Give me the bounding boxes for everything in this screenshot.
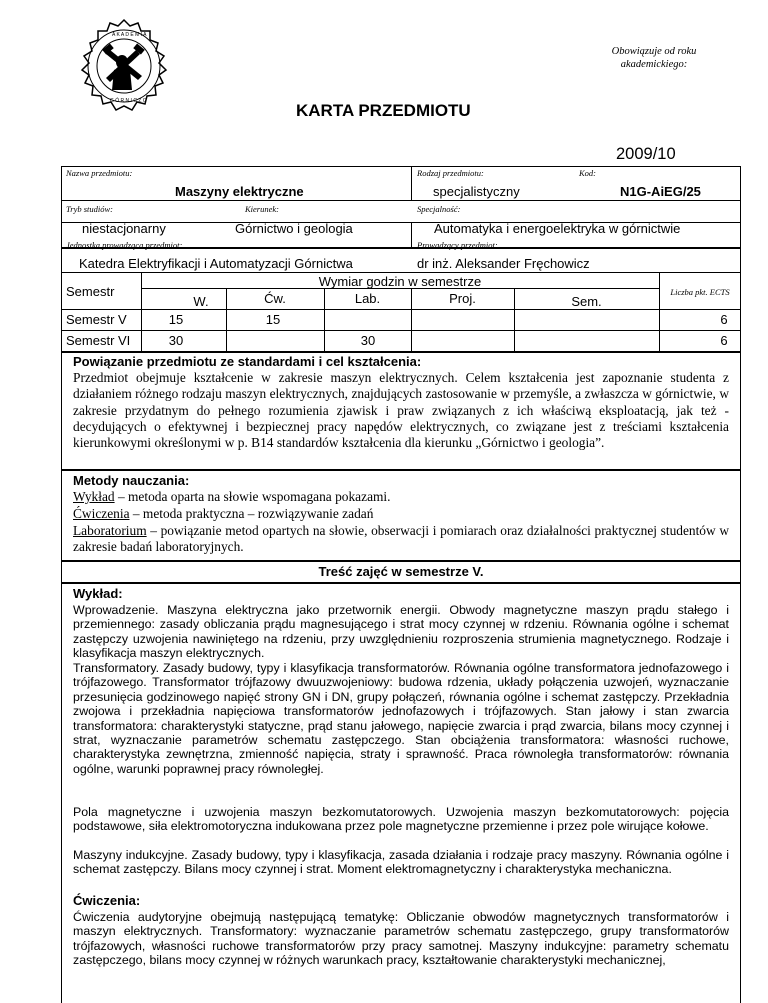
col-cw: Ćw. xyxy=(264,291,286,306)
lecture-paragraph-4: Maszyny indukcyjne. Zasady budowy, typy i klasyfikacja, zasada działania i rodzaje pracy maszyny. Równania ogólne i schemat zastępczy. Bilans mocy czynnej i strat. Moment elektromagnetyczny i charakterystyka mechaniczna. xyxy=(73,848,729,877)
svg-text:A K A D E M I A: A K A D E M I A xyxy=(112,32,147,38)
lecture-paragraph-3: Pola magnetyczne i uzwojenia maszyn bezkomutatorowych. Uzwojenia maszyn bezkomutatorowych: pojęcia podstawowe, siła elektromotoryczna indukowana przez pole magnetyczne przemienne i przez pole wirujące kołowe. xyxy=(73,805,729,834)
hours-header: Wymiar godzin w semestrze xyxy=(318,274,482,289)
specialization: Automatyka i energoelektryka w górnictwie xyxy=(434,221,681,236)
row-semester-vi: Semestr VI xyxy=(66,333,131,348)
ects-header: Liczba pkt. ECTS xyxy=(670,287,730,297)
col-lab: Lab. xyxy=(354,291,381,306)
row-v-w: 15 xyxy=(168,312,184,327)
semester-header: Semestr xyxy=(66,284,115,299)
prowadzacy-label: Prowadzący przedmiot: xyxy=(417,240,498,250)
row-v-ects: 6 xyxy=(720,312,728,327)
col-proj: Proj. xyxy=(449,291,476,306)
lecture-paragraph-1: Wprowadzenie. Maszyna elektryczna jako przetwornik energii. Obwody magnetyczne maszyn prądu stałego i przemiennego: zasady obliczania prądu magnesującego i strat mocy czynnej w rdzeniu. Równania ogólne i schemat zastępczy uzwojenia nawiniętego na rdzeniu, przy uwzględnieniu rozproszenia strumienia magnetycznego. Rodzaje i klasyfikacja maszyn elektrycznych. xyxy=(73,603,729,661)
specjalnosc-label: Specjalność: xyxy=(417,204,461,214)
tryb-label: Tryb studiów: xyxy=(66,204,113,214)
content-heading: Treść zajęć w semestrze V. xyxy=(318,564,484,579)
course-code: N1G-AiEG/25 xyxy=(620,184,701,199)
objectives-heading: Powiązanie przedmiotu ze standardami i cel kształcenia: xyxy=(73,354,422,369)
lecture-paragraph-2: Transformatory. Zasady budowy, typy i klasyfikacja transformatorów. Równania ogólne transformatora jednofazowego i trójfazowego. Transformator trójfazowy dwuuzwojeniowy: budowa rdzenia, układy połączenia uzwojeń, wyznaczanie przesunięcia godzinowego napięć strony GN i DN, grupy połączeń, równania ogólne i schemat zastępczy. Przekładnia zwojowa i przekładnia napięciowa transformatorów jednofazowych i trójfazowych. Stan jałowy i stan zwarcia transformatora: charakterystyki statyczne, prąd stanu jałowego, napięcie zwarcia i prąd zwarcia, bilans mocy czynnej i strat, wyznaczanie parametrów schematu zastępczego. Stan obciążenia transformatora: własności ruchowe, charakterystyka zewnętrzna, zmienność napięcia, straty i sprawność. Praca równoległa transformatorów: równania ogólne, warunki poprawnej pracy równoległej. xyxy=(73,661,729,776)
course-type: specjalistyczny xyxy=(433,184,520,199)
department: Katedra Elektryfikacji i Automatyzacji Górnictwa xyxy=(79,256,353,271)
method-laboratory: Laboratorium – powiązanie metod opartych na słowie, obserwacji i pomiarach oraz działalności praktycznej studentów w zakresie badań laboratoryjnych. xyxy=(73,523,729,555)
kod-label: Kod: xyxy=(579,168,596,178)
study-mode: niestacjonarny xyxy=(82,221,166,236)
method-exercises: Ćwiczenia – metoda praktyczna – rozwiązywanie zadań xyxy=(73,506,374,521)
method-lecture: Wykład – metoda oparta na słowie wspomagana pokazami. xyxy=(73,489,391,504)
row-semester-v: Semestr V xyxy=(66,312,127,327)
exercises-heading: Ćwiczenia: xyxy=(73,893,141,908)
col-w: W. xyxy=(193,294,209,309)
kierunek-label: Kierunek: xyxy=(245,204,279,214)
page-title: KARTA PRZEDMIOTU xyxy=(296,101,471,120)
objectives-text: Przedmiot obejmuje kształcenie w zakresie maszyn elektrycznych. Celem kształcenia jest zapoznanie studenta z działaniem różnego rodzaju maszyn elektrycznych, znajdujących zastosowanie w przemyśle, a zwłaszcza w górnictwie, w zakresie przydatnym do pełnego rozumienia zjawisk i praw związanych z ich właściwą eksploatacją, jak też - decydujących o efektywnej i bezpiecznej pracy napędów elektrycznych, co związane jest z treściami kształcenia kierunkowymi określonymi w p. B14 standardów kształcenia dla kierunku „Górnictwo i geologia”. xyxy=(73,370,729,451)
lecturer: dr inż. Aleksander Fręchowicz xyxy=(417,256,590,271)
exercises-text: Ćwiczenia audytoryjne obejmują następującą tematykę: Obliczanie obwodów magnetycznych transformatorów i maszyn elektrycznych. Transformatory: wyznaczanie parametrów schematu zastępczego, grupy transformatorów trójfazowych, własności ruchowe transformatorów przy pracy samotnej. Maszyny indukcyjne: parametry schematu zastępczego, bilans mocy czynnej w różnych warunkach pracy, kształtowanie charakterystyki mechanicznej, xyxy=(73,910,729,968)
academic-year: 2009/10 xyxy=(616,145,676,163)
field-of-study: Górnictwo i geologia xyxy=(235,221,353,236)
svg-text:G Ó R N I C Z O: G Ó R N I C Z O xyxy=(110,98,147,104)
lecture-heading: Wykład: xyxy=(73,586,123,601)
jednostka-label: Jednostka prowadząca przedmiot: xyxy=(66,240,183,250)
university-logo xyxy=(76,18,172,114)
rodzaj-label: Rodzaj przedmiotu: xyxy=(417,168,484,178)
row-vi-ects: 6 xyxy=(720,333,728,348)
course-name: Maszyny elektryczne xyxy=(175,184,304,199)
row-vi-w: 30 xyxy=(168,333,184,348)
col-sem: Sem. xyxy=(571,294,602,309)
row-vi-lab: 30 xyxy=(360,333,376,348)
valid-from-label: Obowiązuje od roku akademickiego: xyxy=(611,46,697,70)
methods-heading: Metody nauczania: xyxy=(73,473,190,488)
nazwa-label: Nazwa przedmiotu: xyxy=(66,168,133,178)
row-v-cw: 15 xyxy=(265,312,281,327)
